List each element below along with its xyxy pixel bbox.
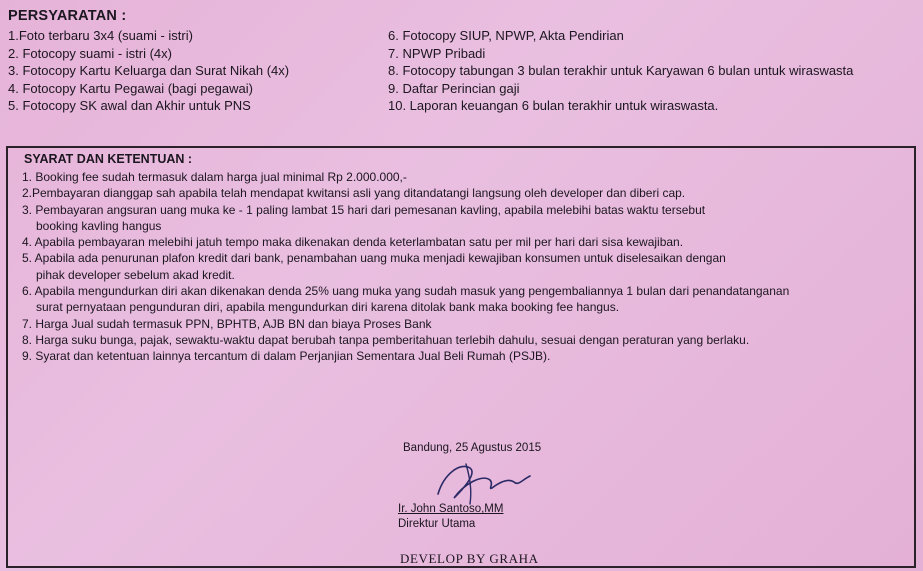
term-item xyxy=(22,283,908,316)
handwritten-signature xyxy=(430,454,540,506)
terms-box xyxy=(6,146,916,568)
requirement-item: 1.Foto terbaru 3x4 (suami - istri) xyxy=(8,28,193,43)
term-line-continued: surat pernyataan pengunduran diri, apabila mengundurkan diri karena ditolak bank maka booking fee hangus. xyxy=(36,300,620,315)
requirement-item: 10. Laporan keuangan 6 bulan terakhir untuk wiraswasta. xyxy=(388,98,719,114)
term-line: 1. Booking fee sudah termasuk dalam harga jual minimal Rp 2.000.000,- xyxy=(22,170,407,184)
term-line: 4. Apabila pembayaran melebihi jatuh tempo maka dikenakan denda keterlambatan satu per mil per hari dari sisa kewajiban. xyxy=(22,235,684,250)
requirements-title: PERSYARATAN : xyxy=(8,8,127,24)
requirement-item: 9. Daftar Perincian gaji xyxy=(388,80,520,96)
term-item xyxy=(22,250,908,283)
term-item xyxy=(22,332,908,348)
term-line: 7. Harga Jual sudah termasuk PPN, BPHTB, AJB BN dan biaya Proses Bank xyxy=(22,316,432,331)
term-line-continued: pihak developer sebelum akad kredit. xyxy=(36,267,235,282)
term-line-continued: booking kavling hangus xyxy=(36,218,162,233)
requirement-item: 5. Fotocopy SK awal dan Akhir untuk PNS xyxy=(8,98,251,114)
term-item xyxy=(22,234,908,250)
requirement-item: 3. Fotocopy Kartu Keluarga dan Surat Nikah (4x) xyxy=(8,63,290,79)
term-item xyxy=(22,316,908,332)
term-item xyxy=(22,185,908,201)
requirements-left-column xyxy=(8,27,289,115)
term-line: 9. Syarat dan ketentuan lainnya tercantum di dalam Perjanjian Sementara Jual Beli Rumah (PSJB). xyxy=(22,349,551,364)
requirement-item: 7. NPWP Pribadi xyxy=(388,45,486,61)
signatory-name: Ir. John Santoso,MM xyxy=(398,503,504,515)
term-item xyxy=(22,202,908,235)
term-line: 5. Apabila ada penurunan plafon kredit dari bank, penambahan uang muka menjadi kewajiban konsumen untuk diselesaikan dengan xyxy=(22,251,726,266)
signatory-role: Direktur Utama xyxy=(398,518,476,530)
requirement-item: 6. Fotocopy SIUP, NPWP, Akta Pendirian xyxy=(388,28,624,43)
developer-credit: DEVELOP BY GRAHA xyxy=(400,551,539,566)
requirement-item: 8. Fotocopy tabungan 3 bulan terakhir untuk Karyawan 6 bulan untuk wiraswasta xyxy=(388,63,854,79)
requirement-item: 4. Fotocopy Kartu Pegawai (bagi pegawai) xyxy=(8,80,253,96)
terms-title: SYARAT DAN KETENTUAN : xyxy=(24,152,193,166)
term-line: 3. Pembayaran angsuran uang muka ke - 1 paling lambat 15 hari dari pemesanan kavling, apabila melebihi batas waktu tersebut xyxy=(22,202,706,217)
requirement-item: 2. Fotocopy suami - istri (4x) xyxy=(8,45,172,61)
term-line: 6. Apabila mengundurkan diri akan dikenakan denda 25% uang muka yang sudah masuk yang pengembaliannya 1 bulan dari penandatanganan xyxy=(22,284,790,299)
terms-list xyxy=(22,169,908,365)
term-item xyxy=(22,348,908,364)
signature-place-date: Bandung, 25 Agustus 2015 xyxy=(403,442,542,454)
term-line: 8. Harga suku bunga, pajak, sewaktu-waktu dapat berubah tanpa pemberitahuan terlebih dahulu, sesuai dengan peraturan yang berlaku. xyxy=(22,332,750,347)
term-line: 2.Pembayaran dianggap sah apabila telah mendapat kwitansi asli yang ditandatangi langsung oleh developer dan diberi cap. xyxy=(22,186,686,201)
term-item xyxy=(22,169,908,185)
requirements-right-column xyxy=(388,27,853,115)
